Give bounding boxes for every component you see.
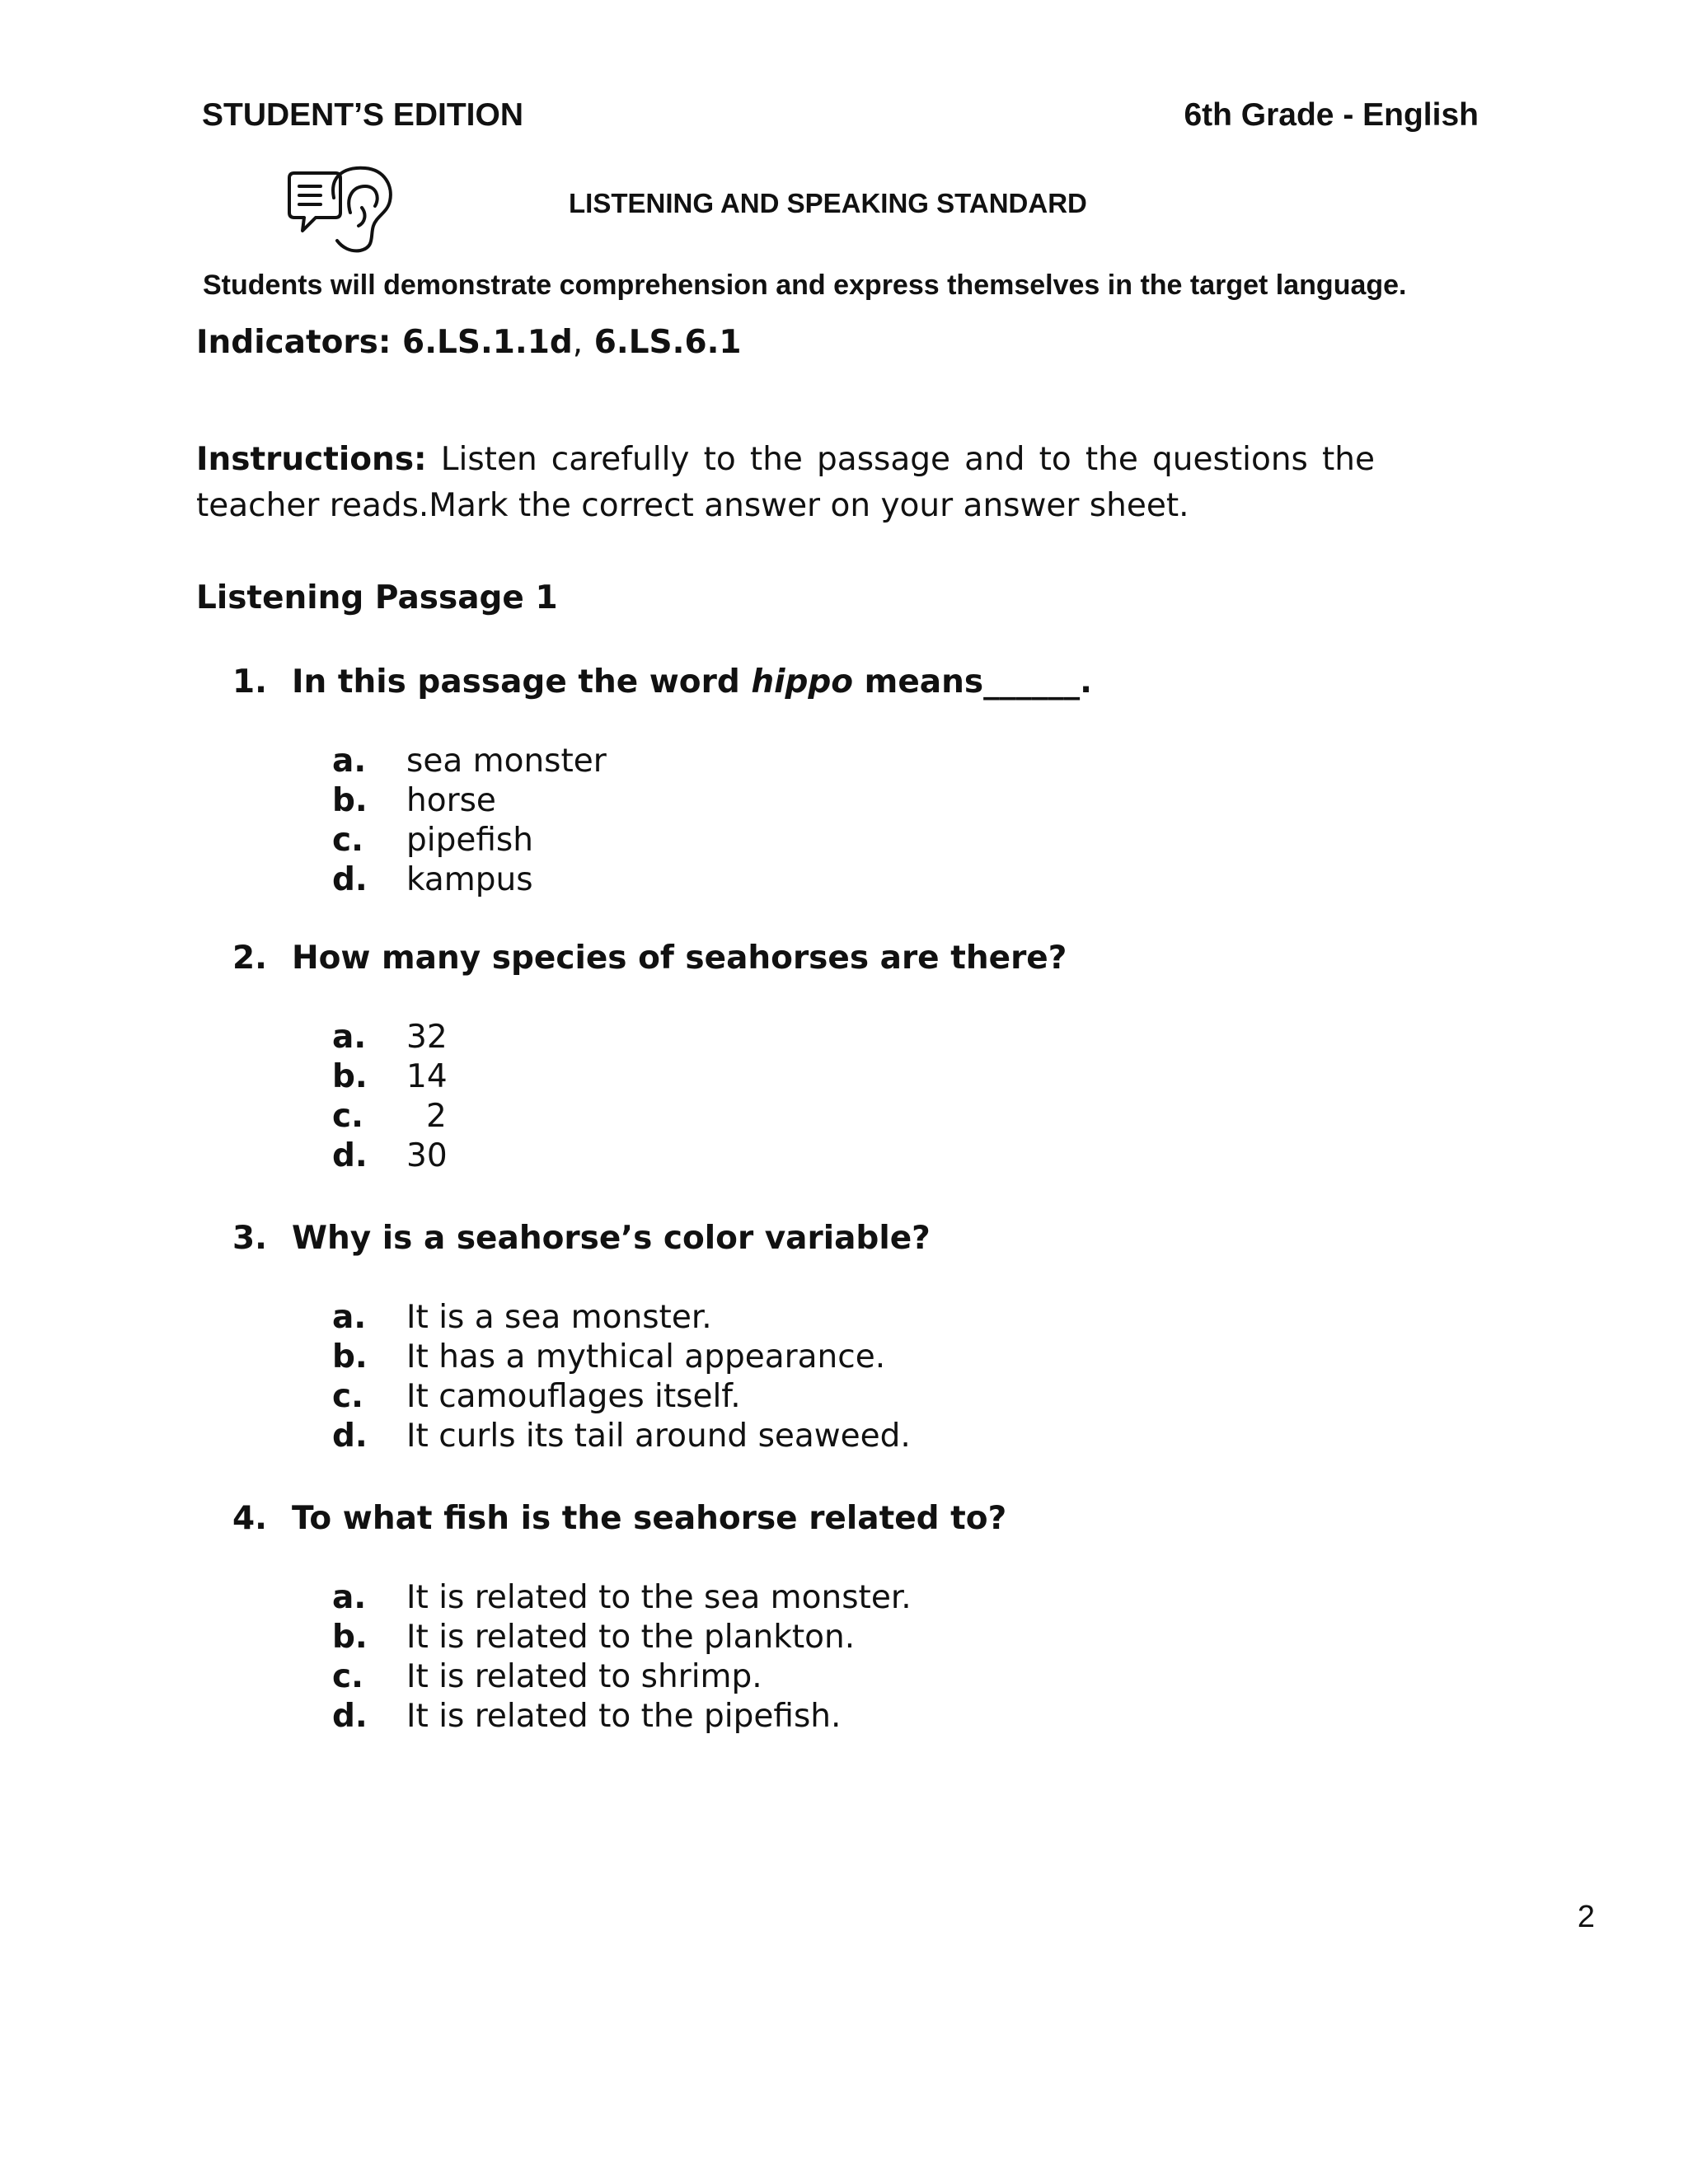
option-text: pipefish [406, 822, 533, 859]
option-text: 32 [406, 1019, 448, 1056]
indicators-separator: , [572, 324, 584, 361]
page-number: 2 [1577, 1900, 1595, 1934]
indicators [196, 324, 742, 361]
option-letter: b. [332, 782, 368, 819]
option-text: sea monster [406, 743, 607, 780]
option-letter: d. [332, 1418, 368, 1455]
option-text: horse [406, 782, 496, 819]
answer-options [0, 1298, 1688, 1456]
instructions-text: Listen carefully to the passage and to the questions the teacher reads.Mark the correct answer on your answer sheet. [196, 441, 1375, 524]
question-number: 3. [232, 1220, 267, 1257]
option-text: It curls its tail around seaweed. [406, 1418, 911, 1455]
edition-label: STUDENT’S EDITION [202, 97, 524, 133]
option-letter: b. [332, 1619, 368, 1656]
option-text: It has a mythical appearance. [406, 1338, 886, 1376]
option-text: It is related to the sea monster. [406, 1579, 912, 1616]
passage-title: Listening Passage 1 [196, 579, 558, 616]
answer-options [0, 1578, 1688, 1736]
answer-option [0, 1697, 1688, 1736]
answer-option [0, 1377, 1688, 1417]
question-number: 1. [232, 663, 267, 701]
option-letter: b. [332, 1058, 368, 1095]
question-text: How many species of seahorses are there? [292, 940, 1067, 977]
option-text: 14 [406, 1058, 448, 1095]
standard-description: Students will demonstrate comprehension and express themselves in the target language. [203, 269, 1407, 301]
option-letter: a. [332, 1299, 367, 1336]
answer-option [0, 821, 1688, 860]
answer-options [0, 742, 1688, 900]
option-text: It is a sea monster. [406, 1299, 712, 1336]
answer-option [0, 1417, 1688, 1456]
answer-option [0, 1618, 1688, 1657]
question-text-end: means______. [853, 663, 1092, 701]
answer-option [0, 1298, 1688, 1338]
option-letter: a. [332, 1579, 367, 1616]
option-text: It is related to shrimp. [406, 1658, 762, 1695]
standard-title: LISTENING AND SPEAKING STANDARD [569, 188, 1087, 218]
answer-option [0, 781, 1688, 821]
option-text: 30 [406, 1137, 448, 1174]
question-text: To what fish is the seahorse related to? [292, 1500, 1007, 1537]
answer-option [0, 1657, 1688, 1697]
option-letter: c. [332, 1378, 363, 1415]
option-letter: c. [332, 1098, 363, 1135]
question-text: Why is a seahorse’s color variable? [292, 1220, 931, 1257]
answer-option [0, 742, 1688, 781]
option-text: It is related to the plankton. [406, 1619, 856, 1656]
option-text: It is related to the pipefish. [406, 1698, 842, 1735]
option-letter: c. [332, 1658, 363, 1695]
answer-option [0, 860, 1688, 900]
answer-option [0, 1338, 1688, 1377]
instructions [196, 437, 1375, 529]
question-text-start: In this passage the word [292, 663, 752, 701]
option-text: kampus [406, 861, 533, 898]
question-text-italic: hippo [751, 663, 854, 701]
option-text: 2 [426, 1098, 447, 1135]
indicators-second: 6.LS.6.1 [583, 324, 742, 361]
answer-option [0, 1097, 1688, 1137]
listening-speaking-ear-icon [283, 165, 396, 255]
option-text: It camouflages itself. [406, 1378, 741, 1415]
answer-options [0, 1018, 1688, 1176]
question-number: 2. [232, 940, 267, 977]
option-letter: c. [332, 822, 363, 859]
option-letter: d. [332, 861, 368, 898]
option-letter: a. [332, 743, 367, 780]
grade-label: 6th Grade - English [1184, 97, 1479, 133]
answer-option [0, 1018, 1688, 1057]
answer-option [0, 1057, 1688, 1097]
option-letter: a. [332, 1019, 367, 1056]
question-number: 4. [232, 1500, 267, 1537]
option-letter: b. [332, 1338, 368, 1376]
option-letter: d. [332, 1137, 368, 1174]
answer-option [0, 1137, 1688, 1176]
indicators-label: Indicators: 6.LS.1.1d [196, 324, 573, 361]
answer-option [0, 1578, 1688, 1618]
instructions-label: Instructions: [196, 441, 427, 478]
question-text [292, 663, 1092, 701]
option-letter: d. [332, 1698, 368, 1735]
